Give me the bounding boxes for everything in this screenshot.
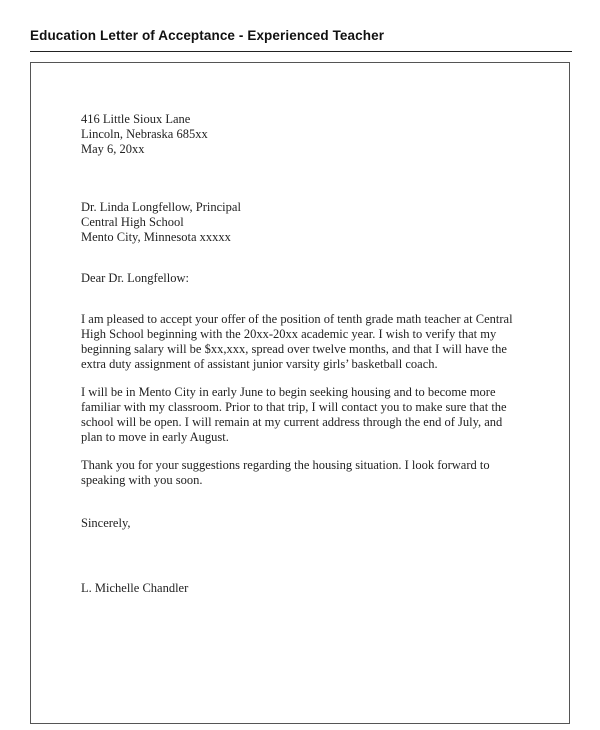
body-paragraph: I will be in Mento City in early June to begin seeking housing and to become more familiar with my classroom. Prior to that trip, I will contact you to make sure that the school will be open. I will remain at my current address through the end of July, and plan to move in early August. — [81, 385, 507, 444]
sender-address-block — [81, 112, 521, 157]
recipient-name-line: Dr. Linda Longfellow, Principal — [81, 200, 241, 214]
letter-date: May 6, 20xx — [81, 142, 145, 156]
sender-address-line: Lincoln, Nebraska 685xx — [81, 127, 208, 141]
recipient-city-line: Mento City, Minnesota xxxxx — [81, 230, 231, 244]
body-paragraph: I am pleased to accept your offer of the position of tenth grade math teacher at Central High School beginning with the 20xx-20xx academic year. I wish to verify that my beginning salary will be $xx,xxx, spread over twelve months, and that I will have the extra duty assignment of assistant junior varsity girls’ basketball coach. — [81, 312, 513, 371]
letter-page — [30, 62, 570, 724]
recipient-org-line: Central High School — [81, 215, 184, 229]
body-paragraph: Thank you for your suggestions regarding the housing situation. I look forward to speaking with you soon. — [81, 458, 490, 487]
closing: Sincerely, — [81, 516, 131, 530]
header-divider — [30, 51, 572, 52]
sender-address-line: 416 Little Sioux Lane — [81, 112, 191, 126]
letter-content — [31, 63, 569, 596]
page-header — [30, 0, 572, 52]
recipient-address-block — [81, 200, 521, 245]
signature-name: L. Michelle Chandler — [81, 581, 189, 595]
salutation: Dear Dr. Longfellow: — [81, 271, 189, 285]
page-title: Education Letter of Acceptance - Experienced Teacher — [30, 28, 385, 43]
